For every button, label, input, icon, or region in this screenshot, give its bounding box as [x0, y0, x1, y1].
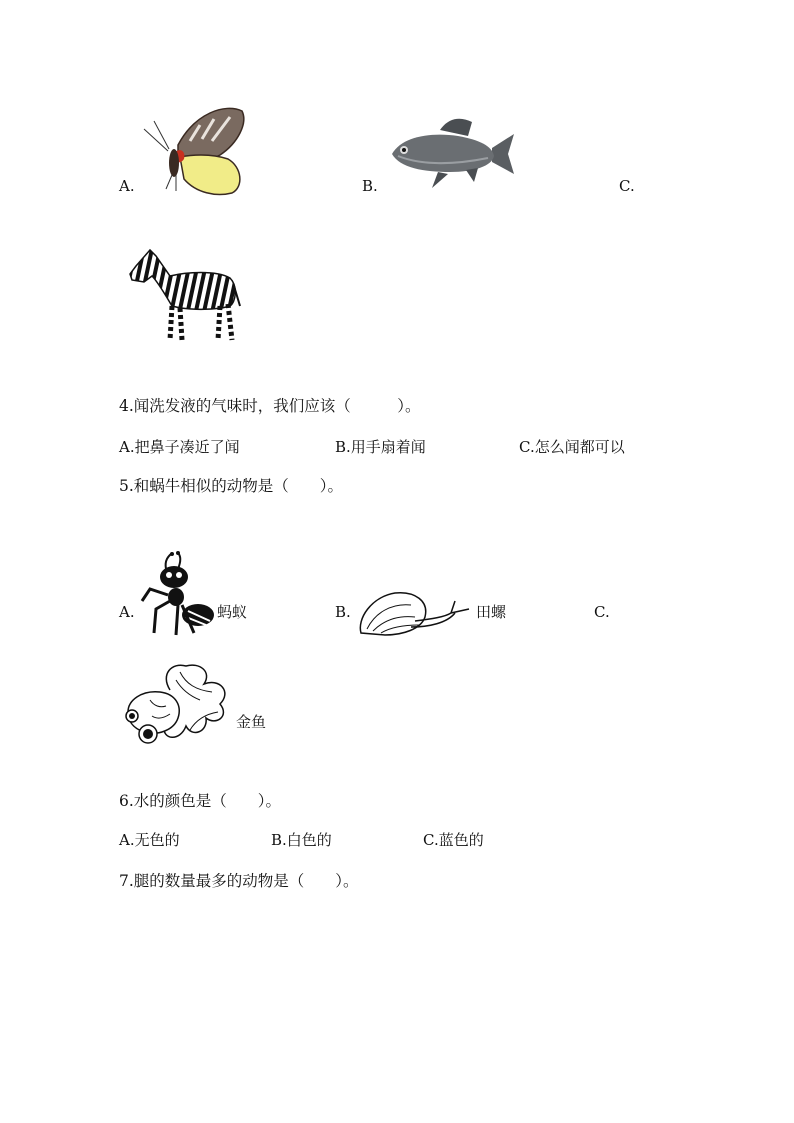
- q5-caption-river-snail: 田螺: [476, 603, 507, 621]
- q4-option-c: C.怎么闻都可以: [519, 438, 625, 456]
- q5-caption-ant: 蚂蚁: [217, 603, 248, 621]
- q3-option-b-letter: B.: [362, 177, 378, 195]
- q6-option-b: B.白色的: [271, 831, 332, 849]
- q5-option-c-letter: C.: [594, 603, 610, 621]
- question-5: 5.和蜗牛相似的动物是（ ）。: [119, 477, 344, 495]
- ant-image: [138, 551, 218, 637]
- goldfish-image: [120, 660, 232, 748]
- fish-image: [388, 114, 516, 192]
- q3-option-a-letter: A.: [119, 177, 135, 195]
- question-7: 7.腿的数量最多的动物是（ ）。: [119, 872, 359, 890]
- snail-image: [355, 583, 471, 639]
- q6-option-c: C.蓝色的: [423, 831, 484, 849]
- q4-option-a: A.把鼻子凑近了闻: [119, 438, 240, 456]
- q4-option-b: B.用手扇着闻: [335, 438, 426, 456]
- q6-option-a: A.无色的: [119, 831, 180, 849]
- q5-option-a-letter: A.: [119, 603, 135, 621]
- q5-option-b-letter: B.: [335, 603, 351, 621]
- zebra-image: [126, 246, 242, 344]
- q3-option-c-letter: C.: [619, 177, 635, 195]
- butterfly-image: [140, 103, 250, 198]
- q5-caption-goldfish: 金鱼: [236, 713, 267, 731]
- question-4: 4.闻洗发液的气味时，我们应该（ ）。: [119, 397, 421, 415]
- question-6: 6.水的颜色是（ ）。: [119, 792, 282, 810]
